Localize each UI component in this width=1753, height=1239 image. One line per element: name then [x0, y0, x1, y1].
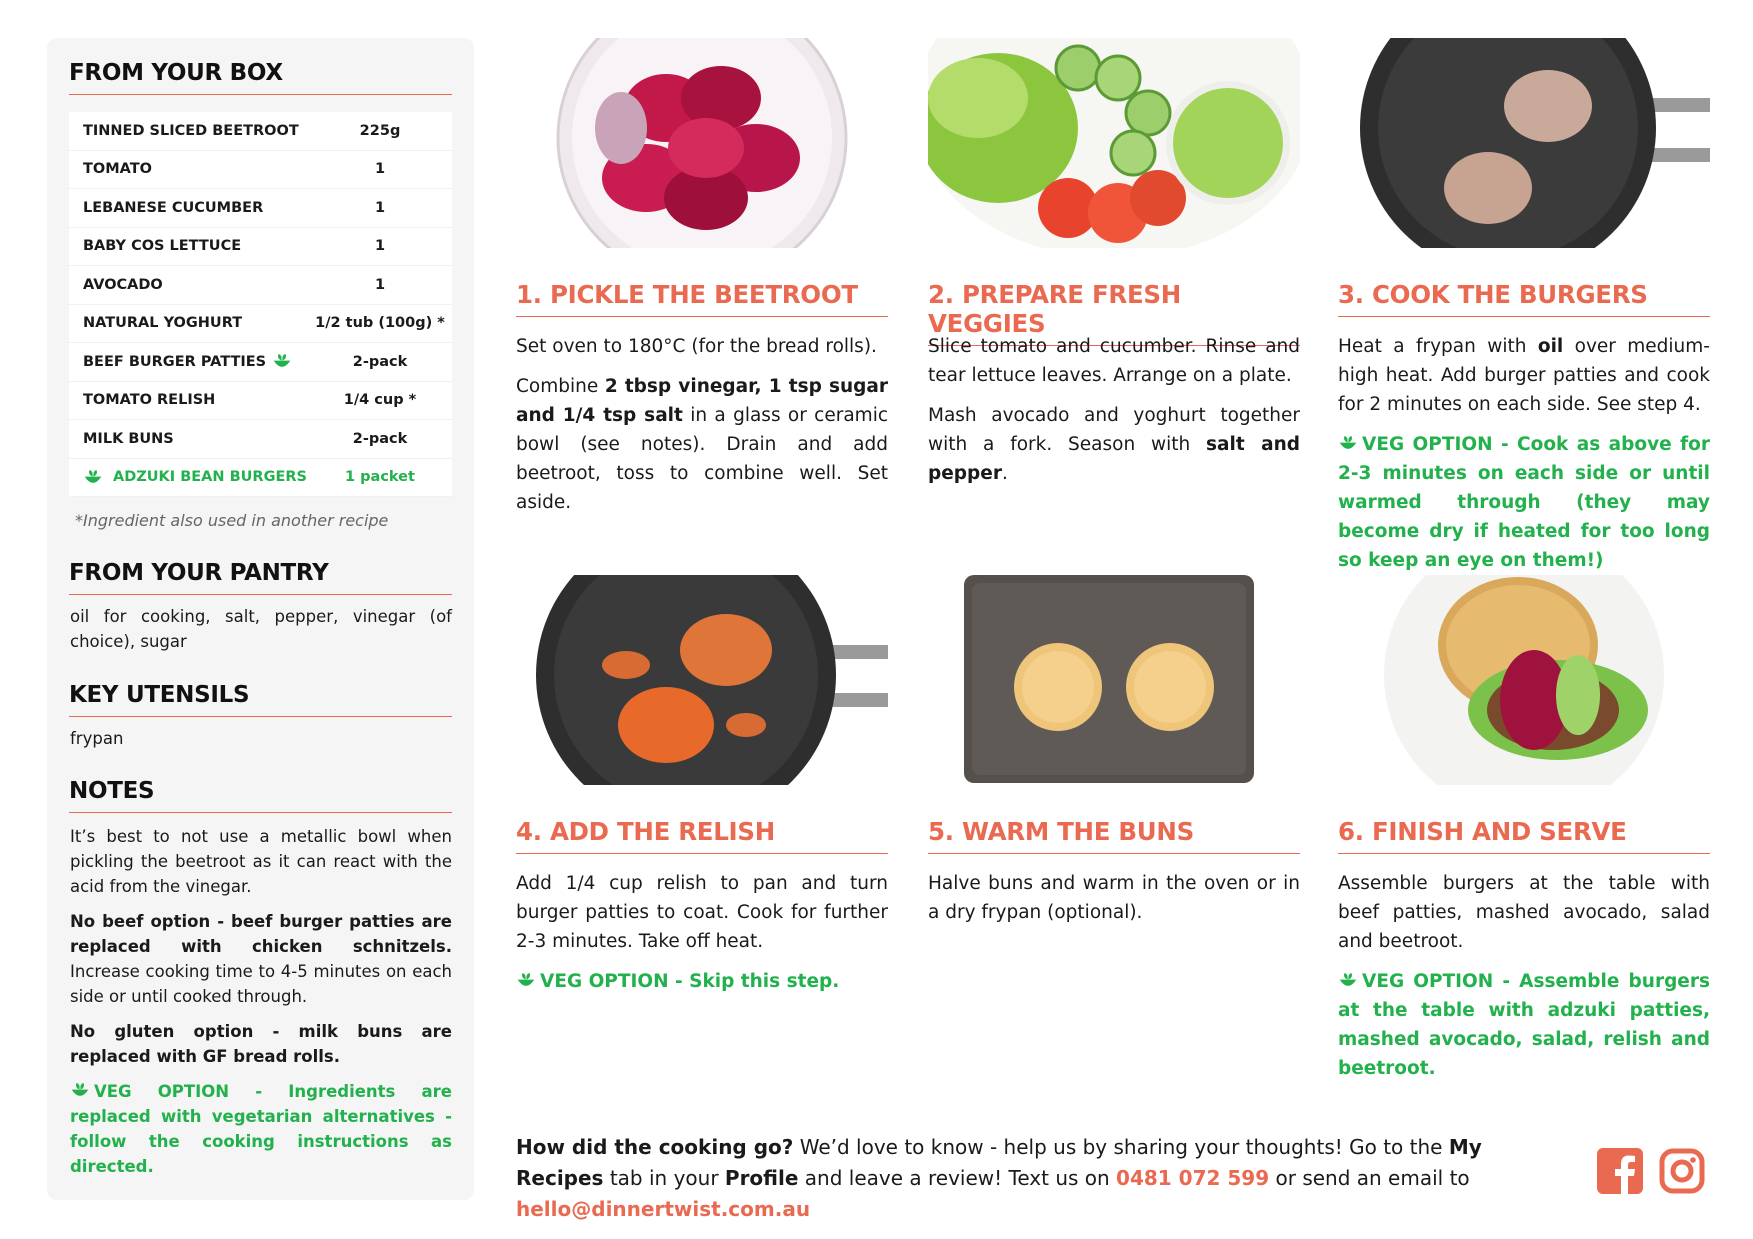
step-6-veg-option: VEG OPTION - Assemble burgers at the table with adzuki patties, mashed avocado, salad, relish and beetroot. — [1338, 971, 1710, 1079]
step-5-title: 5. WARM THE BUNS — [928, 817, 1300, 854]
ingredient-row: TOMATO 1 — [69, 151, 452, 190]
relish-pan-photo — [516, 575, 888, 785]
step-2-body: Slice tomato and cucumber. Rinse and tear lettuce leaves. Arrange on a plate. Mash avocado and yoghurt together with a fork. Season with salt and pepper. — [928, 336, 1300, 484]
feedback-footer: How did the cooking go? We’d love to know - help us by sharing your thoughts! Go to the My Recipes tab in your Profile and leave a review! Text us on 0481 072 599 or send an email to hello@dinnertwist.com.au — [516, 1135, 1482, 1221]
leaf-icon — [516, 972, 536, 989]
leaf-icon — [83, 469, 103, 486]
pantry-section-title: FROM YOUR PANTRY — [69, 560, 452, 595]
ingredient-row: NATURAL YOGHURT 1/2 tub (100g) * — [69, 305, 452, 344]
ingredient-row: BEEF BURGER PATTIES 2-pack — [69, 343, 452, 382]
utensils-section-title: KEY UTENSILS — [69, 682, 452, 717]
step-6-body: Assemble burgers at the table with beef patties, mashed avocado, salad and beetroot. VEG OPTION - Assemble burgers at the table with adzuki patties, mashed avocado, salad, relish and beetroot. — [1338, 869, 1710, 1094]
facebook-icon[interactable] — [1597, 1148, 1643, 1194]
burgers-in-pan-photo — [1338, 38, 1710, 248]
box-ingredients-table — [69, 112, 452, 497]
note-no-beef: No beef option - beef burger patties are replaced with chicken schnitzels. Increase cooking time to 4-5 minutes on each side or until cooked through. — [70, 912, 452, 1006]
ingredient-row: AVOCADO 1 — [69, 266, 452, 305]
ingredient-row: TINNED SLICED BEETROOT 225g — [69, 112, 452, 151]
shared-ingredient-note: *Ingredient also used in another recipe — [75, 511, 389, 530]
leaf-icon — [1338, 435, 1358, 452]
ingredients-panel — [47, 38, 474, 1200]
step-3-body: Heat a frypan with oil over medium-high heat. Add burger patties and cook for 2 minutes on each side. See step 4. VEG OPTION - Cook as above for 2-3 minutes on each side or until warmed through (they may become dry if heated for too long so keep an eye on them!) — [1338, 332, 1710, 586]
step-4-veg-option: VEG OPTION - Skip this step. — [516, 967, 888, 996]
pantry-text: oil for cooking, salt, pepper, vinegar (of choice), sugar — [70, 607, 452, 651]
ingredient-row: LEBANESE CUCUMBER 1 — [69, 189, 452, 228]
fresh-veggies-photo — [928, 38, 1300, 248]
ingredient-row: TOMATO RELISH 1/4 cup * — [69, 382, 452, 421]
note-no-gluten: No gluten option - milk buns are replaced with GF bread rolls. — [70, 1022, 452, 1066]
step-5-body: Halve buns and warm in the oven or in a dry frypan (optional). — [928, 873, 1300, 923]
utensils-text: frypan — [70, 729, 124, 748]
phone-number-link[interactable]: 0481 072 599 — [1116, 1166, 1270, 1190]
step-2-title: 2. PREPARE FRESH VEGGIES — [928, 280, 1300, 346]
beetroot-bowl-photo — [516, 38, 888, 248]
note-veg-option: VEG OPTION - Ingredients are replaced with vegetarian alternatives - follow the cooking instructions as directed. — [70, 1082, 452, 1176]
leaf-icon — [272, 353, 292, 370]
leaf-icon — [70, 1082, 90, 1099]
step-1-title: 1. PICKLE THE BEETROOT — [516, 280, 888, 317]
finished-burger-photo — [1338, 575, 1710, 785]
note-metallic-bowl: It’s best to not use a metallic bowl when pickling the beetroot as it can react with the acid from the vinegar. — [70, 827, 452, 896]
ingredient-row: MILK BUNS 2-pack — [69, 420, 452, 459]
box-section-title: FROM YOUR BOX — [69, 60, 452, 95]
step-3-veg-option: VEG OPTION - Cook as above for 2-3 minutes on each side or until warmed through (they may become dry if heated for too long so keep an eye on them!) — [1338, 434, 1710, 571]
step-6-title: 6. FINISH AND SERVE — [1338, 817, 1710, 854]
instagram-icon[interactable] — [1659, 1148, 1705, 1194]
step-4-title: 4. ADD THE RELISH — [516, 817, 888, 854]
email-link[interactable]: hello@dinnertwist.com.au — [516, 1197, 811, 1221]
ingredient-row-veg: ADZUKI BEAN BURGERS 1 packet — [69, 459, 452, 498]
leaf-icon — [1338, 972, 1358, 989]
ingredient-row: BABY COS LETTUCE 1 — [69, 228, 452, 267]
notes-body — [70, 824, 452, 1189]
step-1-body: Set oven to 180°C (for the bread rolls). Combine 2 tbsp vinegar, 1 tsp sugar and 1/4 tsp salt in a glass or ceramic bowl (see notes). Drain and add beetroot, toss to combine well. Set aside. — [516, 336, 889, 513]
step-3-title: 3. COOK THE BURGERS — [1338, 280, 1710, 317]
buns-on-tray-photo — [928, 575, 1300, 785]
notes-section-title: NOTES — [69, 778, 452, 813]
step-4-body: Add 1/4 cup relish to pan and turn burger patties to coat. Cook for further 2-3 minutes. Take off heat. VEG OPTION - Skip this step. — [516, 869, 888, 1007]
